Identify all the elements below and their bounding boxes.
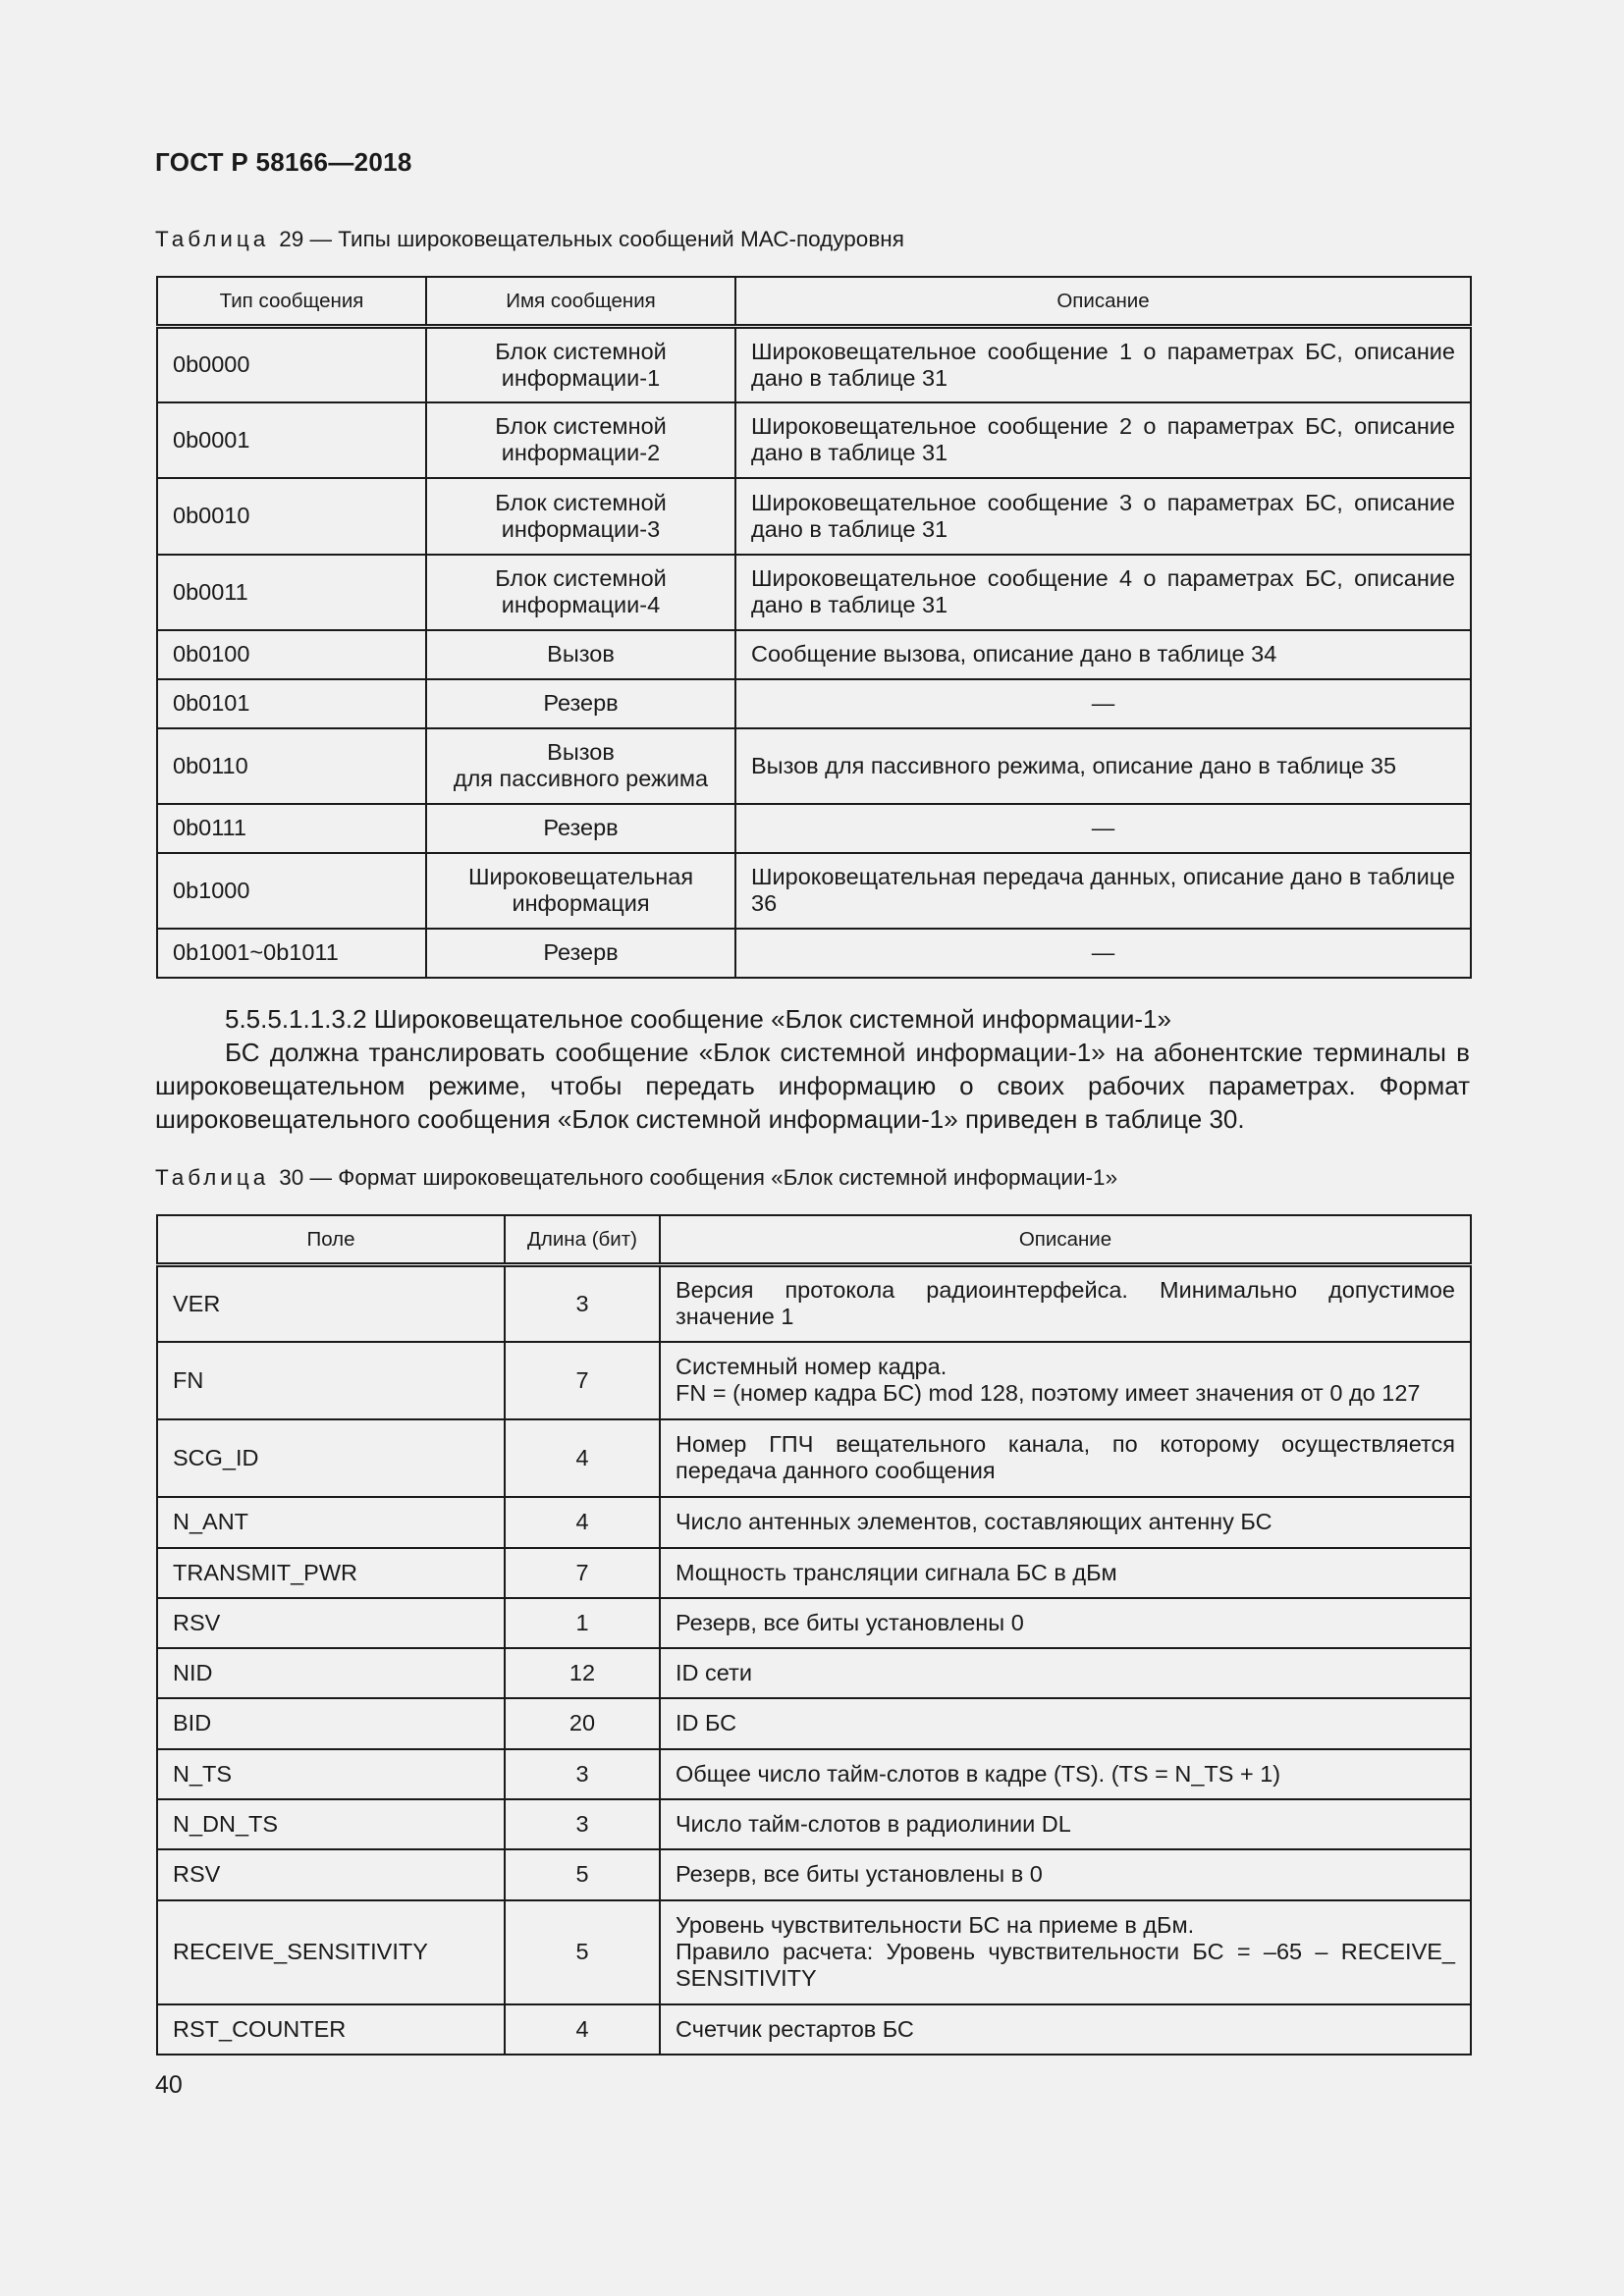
- table-row: [157, 402, 1471, 478]
- table-row: [157, 1497, 1471, 1548]
- table-cell: Блок системной информации-1: [426, 327, 735, 402]
- table-cell: 3: [505, 1799, 660, 1849]
- table-row: [157, 1648, 1471, 1698]
- table-cell: 4: [505, 2004, 660, 2055]
- table30-header-row: [157, 1215, 1471, 1265]
- table-row: [157, 679, 1471, 728]
- table-row: [157, 1799, 1471, 1849]
- table-cell: Число тайм-слотов в радиолинии DL: [660, 1799, 1471, 1849]
- table-cell: Резерв: [426, 804, 735, 853]
- section-body: БС должна транслировать сообщение «Блок системной информации-1» на абонентские терминалы в широковещательном режиме, чтобы передать информацию о своих рабочих параметрах. Формат широковещательного сообщения «Блок системной информации-1» приведен в таблице 30.: [155, 1038, 1470, 1134]
- table-row: [157, 1698, 1471, 1749]
- table-cell: RSV: [157, 1598, 505, 1648]
- table-cell: —: [735, 679, 1471, 728]
- table-cell: Сообщение вызова, описание дано в таблице 34: [735, 630, 1471, 679]
- table-cell: Версия протокола радиоинтерфейса. Минимально допустимое значение 1: [660, 1265, 1471, 1342]
- table-cell: 0b0001: [157, 402, 426, 478]
- table-cell: N_ANT: [157, 1497, 505, 1548]
- table-cell: Широковещательное сообщение 4 о параметрах БС, описание дано в таблице 31: [735, 555, 1471, 630]
- table-cell: —: [735, 804, 1471, 853]
- table-row: [157, 1598, 1471, 1648]
- section-text: [155, 1002, 1470, 1136]
- table-cell: 5: [505, 1849, 660, 1900]
- table-row: [157, 1548, 1471, 1598]
- table-cell: N_DN_TS: [157, 1799, 505, 1849]
- table-cell: Широковещательное сообщение 1 о параметрах БС, описание дано в таблице 31: [735, 327, 1471, 402]
- table-cell: Мощность трансляции сигнала БС в дБм: [660, 1548, 1471, 1598]
- table-row: [157, 478, 1471, 555]
- table-cell: Резерв: [426, 929, 735, 978]
- table-cell: Широковещательная передача данных, описание дано в таблице 36: [735, 853, 1471, 929]
- table-cell: 4: [505, 1419, 660, 1497]
- table29-caption: [155, 227, 904, 252]
- table-cell: Блок системной информации-2: [426, 402, 735, 478]
- table-cell: RECEIVE_SENSITIVITY: [157, 1900, 505, 2004]
- table-cell: 0b0010: [157, 478, 426, 555]
- table-cell: 3: [505, 1265, 660, 1342]
- table-row: [157, 555, 1471, 630]
- table-cell: 0b1001~0b1011: [157, 929, 426, 978]
- table30-header-cell: Описание: [660, 1215, 1471, 1265]
- table-row: [157, 1849, 1471, 1900]
- table-cell: Резерв, все биты установлены 0: [660, 1598, 1471, 1648]
- table-cell: 4: [505, 1497, 660, 1548]
- table29-caption-text: 29 — Типы широковещательных сообщений МАС-подуровня: [279, 227, 904, 251]
- table-row: [157, 327, 1471, 402]
- table-cell: 12: [505, 1648, 660, 1698]
- table-row: [157, 1749, 1471, 1799]
- table-cell: 0b0101: [157, 679, 426, 728]
- table-row: [157, 1265, 1471, 1342]
- table-30: [156, 1214, 1472, 2056]
- table-cell: 0b0100: [157, 630, 426, 679]
- table-29: [156, 276, 1472, 979]
- table29-header-cell: Описание: [735, 277, 1471, 327]
- table-cell: N_TS: [157, 1749, 505, 1799]
- table-cell: ID БС: [660, 1698, 1471, 1749]
- table29-header-row: [157, 277, 1471, 327]
- table-cell: BID: [157, 1698, 505, 1749]
- table30-caption-text: 30 — Формат широковещательного сообщения «Блок системной информации-1»: [279, 1165, 1118, 1190]
- table-cell: 1: [505, 1598, 660, 1648]
- table-cell: Число антенных элементов, составляющих антенну БС: [660, 1497, 1471, 1548]
- table-cell: Широковещательное сообщение 3 о параметрах БС, описание дано в таблице 31: [735, 478, 1471, 555]
- table-cell: 0b0111: [157, 804, 426, 853]
- table29-caption-word: Таблица: [155, 227, 270, 251]
- table-row: [157, 1342, 1471, 1419]
- table-cell: 3: [505, 1749, 660, 1799]
- table-cell: 0b0110: [157, 728, 426, 804]
- table-cell: Блок системной информации-3: [426, 478, 735, 555]
- table-cell: 5: [505, 1900, 660, 2004]
- table-cell: SCG_ID: [157, 1419, 505, 1497]
- table-cell: 7: [505, 1548, 660, 1598]
- table-cell: Счетчик рестартов БС: [660, 2004, 1471, 2055]
- table-cell: 0b1000: [157, 853, 426, 929]
- table-cell: —: [735, 929, 1471, 978]
- table29-header-cell: Имя сообщения: [426, 277, 735, 327]
- table-row: [157, 929, 1471, 978]
- table-cell: 0b0000: [157, 327, 426, 402]
- table-row: [157, 804, 1471, 853]
- table-cell: RST_COUNTER: [157, 2004, 505, 2055]
- table30-header-cell: Поле: [157, 1215, 505, 1265]
- table-cell: FN: [157, 1342, 505, 1419]
- table-row: [157, 2004, 1471, 2055]
- table29-header-cell: Тип сообщения: [157, 277, 426, 327]
- table-cell: Вызов для пассивного режима: [426, 728, 735, 804]
- table30-caption: [155, 1165, 1117, 1191]
- table-cell: 0b0011: [157, 555, 426, 630]
- table-cell: Резерв: [426, 679, 735, 728]
- table30-header-cell: Длина (бит): [505, 1215, 660, 1265]
- table-cell: Уровень чувствительности БС на приеме в дБм. Правило расчета: Уровень чувствительности БС = –65 – RECEIVE_ SENSITIVITY: [660, 1900, 1471, 2004]
- table-cell: ID сети: [660, 1648, 1471, 1698]
- table-cell: Общее число тайм-слотов в кадре (TS). (TS = N_TS + 1): [660, 1749, 1471, 1799]
- table-cell: 7: [505, 1342, 660, 1419]
- table-cell: RSV: [157, 1849, 505, 1900]
- table-cell: Блок системной информации-4: [426, 555, 735, 630]
- section-heading: 5.5.5.1.1.3.2 Широковещательное сообщение «Блок системной информации-1»: [225, 1004, 1171, 1034]
- table-cell: NID: [157, 1648, 505, 1698]
- table-cell: TRANSMIT_PWR: [157, 1548, 505, 1598]
- table-row: [157, 630, 1471, 679]
- table-row: [157, 1900, 1471, 2004]
- table-cell: Системный номер кадра. FN = (номер кадра БС) mod 128, поэтому имеет значения от 0 до 127: [660, 1342, 1471, 1419]
- table-cell: Широковещательная информация: [426, 853, 735, 929]
- table-cell: Вызов: [426, 630, 735, 679]
- table-cell: VER: [157, 1265, 505, 1342]
- table-cell: 20: [505, 1698, 660, 1749]
- table-cell: Широковещательное сообщение 2 о параметрах БС, описание дано в таблице 31: [735, 402, 1471, 478]
- table-cell: Вызов для пассивного режима, описание дано в таблице 35: [735, 728, 1471, 804]
- table-row: [157, 1419, 1471, 1497]
- table-row: [157, 728, 1471, 804]
- document-title: ГОСТ Р 58166—2018: [155, 147, 412, 177]
- table-cell: Резерв, все биты установлены в 0: [660, 1849, 1471, 1900]
- page-number: 40: [155, 2071, 183, 2099]
- table-cell: Номер ГПЧ вещательного канала, по которому осуществляется передача данного сообщения: [660, 1419, 1471, 1497]
- table-row: [157, 853, 1471, 929]
- table30-caption-word: Таблица: [155, 1165, 270, 1190]
